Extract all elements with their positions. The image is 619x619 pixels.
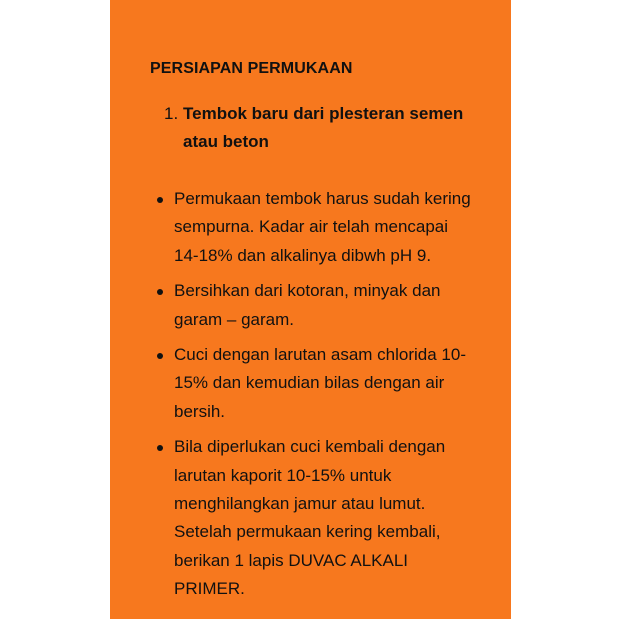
bullet-dot-icon: [157, 289, 163, 295]
bullet-item: [156, 185, 476, 270]
numbered-item-text: Tembok baru dari plesteran semen atau beton: [183, 104, 464, 151]
item-number: 1.: [164, 104, 179, 123]
numbered-list: [164, 100, 494, 156]
bullet-item: [156, 341, 476, 426]
document-panel: [110, 0, 511, 619]
section-heading: PERSIAPAN PERMUKAAN: [150, 60, 353, 77]
bullet-dot-icon: [157, 197, 163, 203]
bullet-item: [156, 433, 476, 603]
bullet-text: Bersihkan dari kotoran, minyak dan garam – garam.: [174, 281, 441, 329]
bullet-text: Permukaan tembok harus sudah kering sempurna. Kadar air telah mencapai 14-18% dan alkalinya dibwh pH 9.: [174, 189, 471, 265]
bullet-dot-icon: [157, 445, 163, 451]
numbered-item: [164, 100, 494, 156]
bullet-list: [156, 185, 476, 611]
bullet-dot-icon: [157, 353, 163, 359]
bullet-text: Cuci dengan larutan asam chlorida 10-15% dan kemudian bilas dengan air bersih.: [174, 345, 467, 421]
bullet-item: [156, 277, 476, 334]
bullet-text: Bila diperlukan cuci kembali dengan larutan kaporit 10-15% untuk menghilangkan jamur atau lumut. Setelah permukaan kering kembali, berikan 1 lapis DUVAC ALKALI PRIMER.: [174, 437, 446, 599]
